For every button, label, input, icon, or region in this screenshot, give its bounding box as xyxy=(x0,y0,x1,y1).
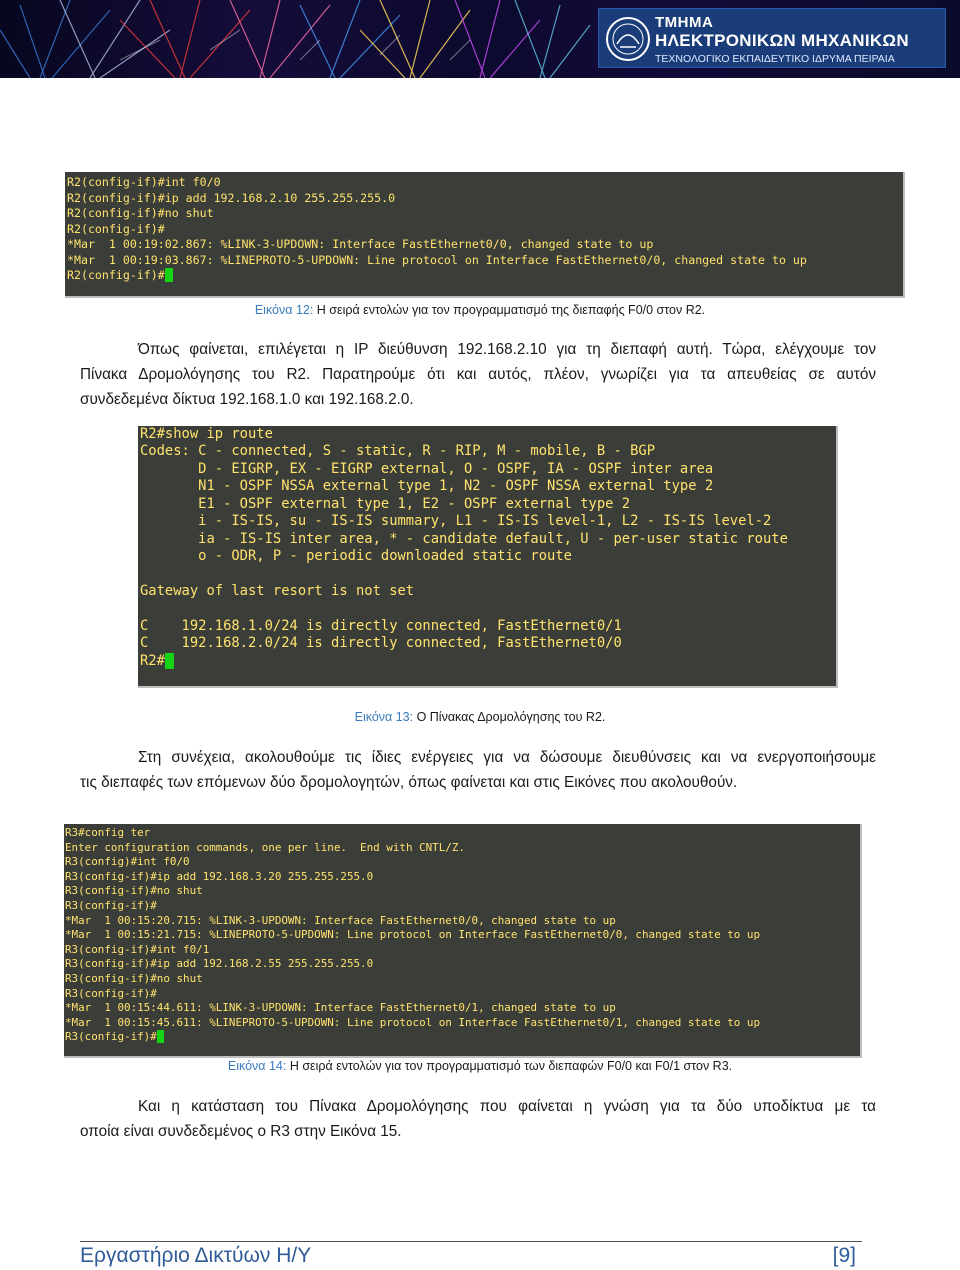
terminal-lines xyxy=(140,426,836,653)
logo-title-line1: ΤΜΗΜΑ xyxy=(655,14,714,31)
paragraph-line: τις διεπαφές των επόμενων δύο δρομολογητών, όπως φαίνεται και στις Εικόνες που ακολουθούν. xyxy=(80,774,738,791)
caption-label: Εικόνα 12: xyxy=(254,303,314,317)
terminal-line: N1 - OSPF NSSA external type 1, N2 - OSPF NSSA external type 2 xyxy=(140,478,714,495)
terminal-screenshot-r2-config xyxy=(65,172,905,298)
paragraph-1 xyxy=(80,337,876,412)
terminal-line xyxy=(140,601,836,618)
terminal-line: R3(config-if)#no shut xyxy=(65,971,203,985)
terminal-line: R2(config-if)#int f0/0 xyxy=(67,175,221,189)
terminal-line: ia - IS-IS inter area, * - candidate default, U - per-user static route xyxy=(140,530,788,547)
caption-label: Εικόνα 13: xyxy=(354,710,414,724)
terminal-prompt: R2# xyxy=(140,652,165,669)
figure-caption-12 xyxy=(0,303,960,317)
terminal-line: D - EIGRP, EX - EIGRP external, O - OSPF, IA - OSPF inter area xyxy=(140,460,714,477)
terminal-line: *Mar 1 00:15:20.715: %LINK-3-UPDOWN: Interface FastEthernet0/0, changed state to up xyxy=(65,913,616,927)
department-logo xyxy=(598,8,946,68)
paragraph-line: Πίνακα Δρομολόγησης του R2. Παρατηρούμε ότι και αυτός, πλέον, γνωρίζει για τα απευθείας σε αυτόν xyxy=(80,366,876,383)
terminal-line: R3(config-if)#ip add 192.168.3.20 255.255.255.0 xyxy=(65,869,374,883)
terminal-screenshot-r3-config xyxy=(64,824,862,1058)
paragraph-line: Όπως φαίνεται, επιλέγεται η IP διεύθυνση 192.168.2.10 για τη διεπαφή αυτή. Τώρα, ελέγχουμε τον xyxy=(138,341,876,358)
terminal-line xyxy=(140,566,836,583)
caption-text: Η σειρά εντολών για τον προγραμματισμό των διεπαφών F0/0 και F0/1 στον R3. xyxy=(286,1059,733,1073)
paragraph-2 xyxy=(80,745,876,795)
logo-title-line2: ΗΛΕΚΤΡΟΝΙΚΩΝ ΜΗΧΑΝΙΚΩΝ xyxy=(655,31,909,50)
caption-label: Εικόνα 14: xyxy=(227,1059,287,1073)
terminal-line: E1 - OSPF external type 1, E2 - OSPF external type 2 xyxy=(140,495,631,512)
terminal-lines xyxy=(67,175,903,268)
terminal-cursor xyxy=(165,653,174,669)
terminal-line: *Mar 1 00:15:44.611: %LINK-3-UPDOWN: Interface FastEthernet0/1, changed state to up xyxy=(65,1001,616,1015)
paragraph-line: Στη συνέχεια, ακολουθούμε τις ίδιες ενέργειες για να δώσουμε διευθύνσεις και να ενεργοποιήσουμε xyxy=(138,749,876,766)
terminal-prompt-line xyxy=(67,268,903,284)
footer-divider xyxy=(80,1241,862,1242)
caption-text: Ο Πίνακας Δρομολόγησης του R2. xyxy=(413,710,606,724)
terminal-prompt: R2(config-if)# xyxy=(67,268,165,282)
terminal-lines xyxy=(65,826,860,1030)
paragraph-line: συνδεδεμένα δίκτυα 192.168.1.0 και 192.168.2.0. xyxy=(80,391,414,408)
terminal-line: R2(config-if)# xyxy=(67,221,165,236)
terminal-line: R3(config)#int f0/0 xyxy=(65,855,190,869)
terminal-line: R3(config-if)# xyxy=(65,986,157,1000)
footer-title: Εργαστήριο Δικτύων Η/Υ xyxy=(80,1244,312,1267)
paragraph-line: Και η κατάσταση του Πίνακα Δρομολόγησης που φαίνεται η γνώση για τα δύο υποδίκτυα με τα xyxy=(138,1098,876,1115)
paragraph-3 xyxy=(80,1094,876,1144)
terminal-line: *Mar 1 00:19:02.867: %LINK-3-UPDOWN: Interface FastEthernet0/0, changed state to up xyxy=(67,237,654,251)
terminal-prompt: R3(config-if)# xyxy=(65,1030,157,1044)
terminal-prompt-line xyxy=(65,1030,860,1045)
paragraph-line: οποία είναι συνδεδεμένος ο R3 στην Εικόνα 15. xyxy=(80,1123,402,1140)
figure-caption-13 xyxy=(0,710,960,724)
terminal-line: i - IS-IS, su - IS-IS summary, L1 - IS-IS level-1, L2 - IS-IS level-2 xyxy=(140,513,772,530)
header-banner xyxy=(0,0,960,78)
terminal-line: Gateway of last resort is not set xyxy=(140,583,415,600)
logo-subtitle: ΤΕΧΝΟΛΟΓΙΚΟ ΕΚΠΑΙΔΕΥΤΙΚΟ ΙΔΡΥΜΑ ΠΕΙΡΑΙΑ xyxy=(655,53,895,65)
terminal-line: R3(config-if)#ip add 192.168.2.55 255.255.255.0 xyxy=(65,957,374,971)
terminal-line: R2(config-if)#no shut xyxy=(67,206,214,220)
terminal-line: C 192.168.2.0/24 is directly connected, FastEthernet0/0 xyxy=(140,635,622,652)
terminal-line: *Mar 1 00:15:21.715: %LINEPROTO-5-UPDOWN: Line protocol on Interface FastEthernet0/0, changed state to up xyxy=(65,928,761,942)
terminal-line: o - ODR, P - periodic downloaded static route xyxy=(140,548,572,565)
terminal-line: *Mar 1 00:19:03.867: %LINEPROTO-5-UPDOWN: Line protocol on Interface FastEthernet0/0, changed state to up xyxy=(67,252,807,267)
terminal-line: Codes: C - connected, S - static, R - RIP, M - mobile, B - BGP xyxy=(140,443,655,460)
terminal-prompt-line xyxy=(140,653,836,670)
terminal-line: C 192.168.1.0/24 is directly connected, FastEthernet0/1 xyxy=(140,617,622,634)
terminal-line: R3(config-if)#no shut xyxy=(65,884,203,898)
terminal-line: R3(config-if)# xyxy=(65,898,157,912)
terminal-cursor xyxy=(157,1030,164,1043)
terminal-line: *Mar 1 00:15:45.611: %LINEPROTO-5-UPDOWN: Line protocol on Interface FastEthernet0/1, changed state to up xyxy=(65,1015,761,1029)
terminal-line: Enter configuration commands, one per line. End with CNTL/Z. xyxy=(65,840,465,854)
figure-caption-14 xyxy=(0,1059,960,1073)
terminal-line: R2(config-if)#ip add 192.168.2.10 255.255.255.0 xyxy=(67,190,396,205)
terminal-screenshot-r2-route-table xyxy=(138,426,838,688)
terminal-line: R2#show ip route xyxy=(140,426,273,442)
university-emblem-icon xyxy=(605,14,651,64)
terminal-line: R3(config-if)#int f0/1 xyxy=(65,942,210,956)
terminal-line: R3#config ter xyxy=(65,826,151,839)
page-number: [9] xyxy=(832,1244,856,1267)
terminal-cursor xyxy=(165,268,173,282)
caption-text: Η σειρά εντολών για τον προγραμματισμό της διεπαφής F0/0 στον R2. xyxy=(313,303,706,317)
